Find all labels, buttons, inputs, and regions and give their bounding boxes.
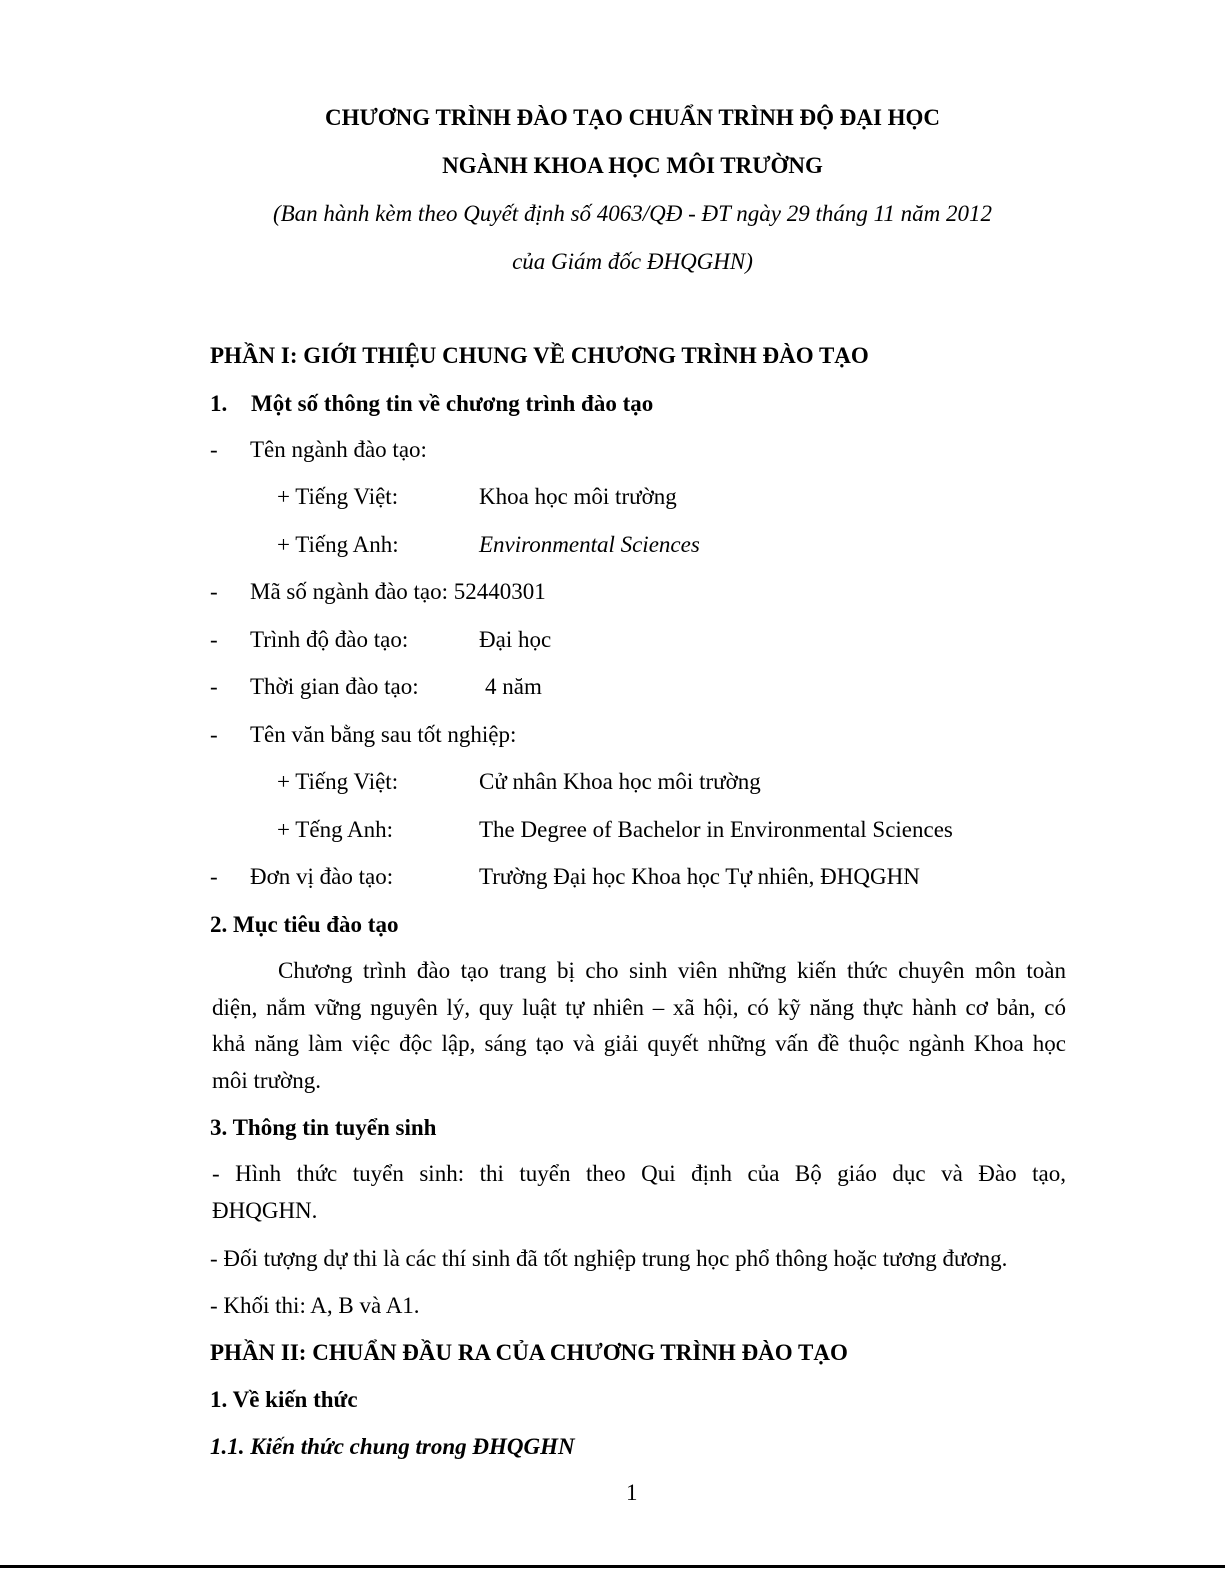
major-name-label: Tên ngành đào tạo: <box>250 437 427 462</box>
bullet-dash: - <box>210 579 218 604</box>
bullet-dash: - <box>210 864 218 889</box>
bullet-dash: - <box>210 674 218 699</box>
section1-number: 1. <box>210 391 228 416</box>
objectives-line: môi trường. <box>212 1067 321 1093</box>
decree-line-2: của Giám đốc ĐHQGHN) <box>512 249 753 274</box>
bullet-dash: - <box>210 437 218 462</box>
objectives-line: diện, nắm vững nguyên lý, quy luật tự nhiên – xã hội, có kỹ năng thực hành cơ bản, có <box>212 994 1066 1020</box>
degree-vn-value: Cử nhân Khoa học môi trường <box>479 769 761 794</box>
objectives-line: Chương trình đào tạo trang bị cho sinh viên những kiến thức chuyên môn toàn <box>278 958 1066 983</box>
part1-heading: PHẦN I: GIỚI THIỆU CHUNG VỀ CHƯƠNG TRÌNH ĐÀO TẠO <box>210 343 869 368</box>
degree-en-value: The Degree of Bachelor in Environmental Sciences <box>479 817 953 842</box>
admission-paragraph <box>212 1156 1066 1229</box>
en-name-label: + Tiếng Anh: <box>277 532 399 557</box>
objectives-line: khả năng làm việc độc lập, sáng tạo và giải quyết những vấn đề thuộc ngành Khoa học <box>212 1031 1066 1056</box>
level-label: Trình độ đào tạo: <box>250 627 409 652</box>
part2-section11-title: 1.1. Kiến thức chung trong ĐHQGHN <box>210 1434 575 1459</box>
part2-section1-title: 1. Về kiến thức <box>210 1387 358 1412</box>
bullet-dash: - <box>210 722 218 747</box>
section3-title: 3. Thông tin tuyển sinh <box>210 1115 437 1140</box>
en-name-value: Environmental Sciences <box>479 532 700 557</box>
level-value: Đại học <box>479 627 552 652</box>
admission-line: - Hình thức tuyển sinh: thi tuyển theo Qui định của Bộ giáo dục và Đào tạo, <box>212 1161 1066 1186</box>
page-title: CHƯƠNG TRÌNH ĐÀO TẠO CHUẨN TRÌNH ĐỘ ĐẠI HỌC <box>324 105 941 130</box>
part2-heading: PHẦN II: CHUẨN ĐẦU RA CỦA CHƯƠNG TRÌNH ĐÀO TẠO <box>210 1340 848 1365</box>
page-bottom-rule <box>0 1565 1225 1568</box>
admission-blocks: - Khối thi: A, B và A1. <box>210 1293 420 1318</box>
degree-vn-label: + Tiếng Việt: <box>277 769 399 794</box>
admission-line: ĐHQGHN. <box>212 1197 318 1223</box>
admission-eligibility: - Đối tượng dự thi là các thí sinh đã tốt nghiệp trung học phổ thông hoặc tương đương. <box>210 1246 1008 1271</box>
bullet-dash: - <box>210 627 218 652</box>
degree-en-label: + Tếng Anh: <box>277 817 394 842</box>
duration-value: 4 năm <box>485 674 542 699</box>
section1-title: Một số thông tin về chương trình đào tạo <box>251 391 654 416</box>
vn-name-value: Khoa học môi trường <box>479 484 677 509</box>
degree-label: Tên văn bằng sau tốt nghiệp: <box>250 722 517 747</box>
page-subtitle: NGÀNH KHOA HỌC MÔI TRƯỜNG <box>442 153 823 178</box>
unit-label: Đơn vị đào tạo: <box>250 864 394 889</box>
decree-line-1: (Ban hành kèm theo Quyết định số 4063/QĐ - ĐT ngày 29 tháng 11 năm 2012 <box>272 201 993 226</box>
section2-title: 2. Mục tiêu đào tạo <box>210 912 399 937</box>
major-code: Mã số ngành đào tạo: 52440301 <box>250 579 546 604</box>
duration-label: Thời gian đào tạo: <box>250 674 419 699</box>
vn-name-label: + Tiếng Việt: <box>277 484 399 509</box>
objectives-paragraph <box>212 953 1066 1099</box>
page-number: 1 <box>626 1480 638 1505</box>
unit-value: Trường Đại học Khoa học Tự nhiên, ĐHQGHN <box>479 864 920 889</box>
